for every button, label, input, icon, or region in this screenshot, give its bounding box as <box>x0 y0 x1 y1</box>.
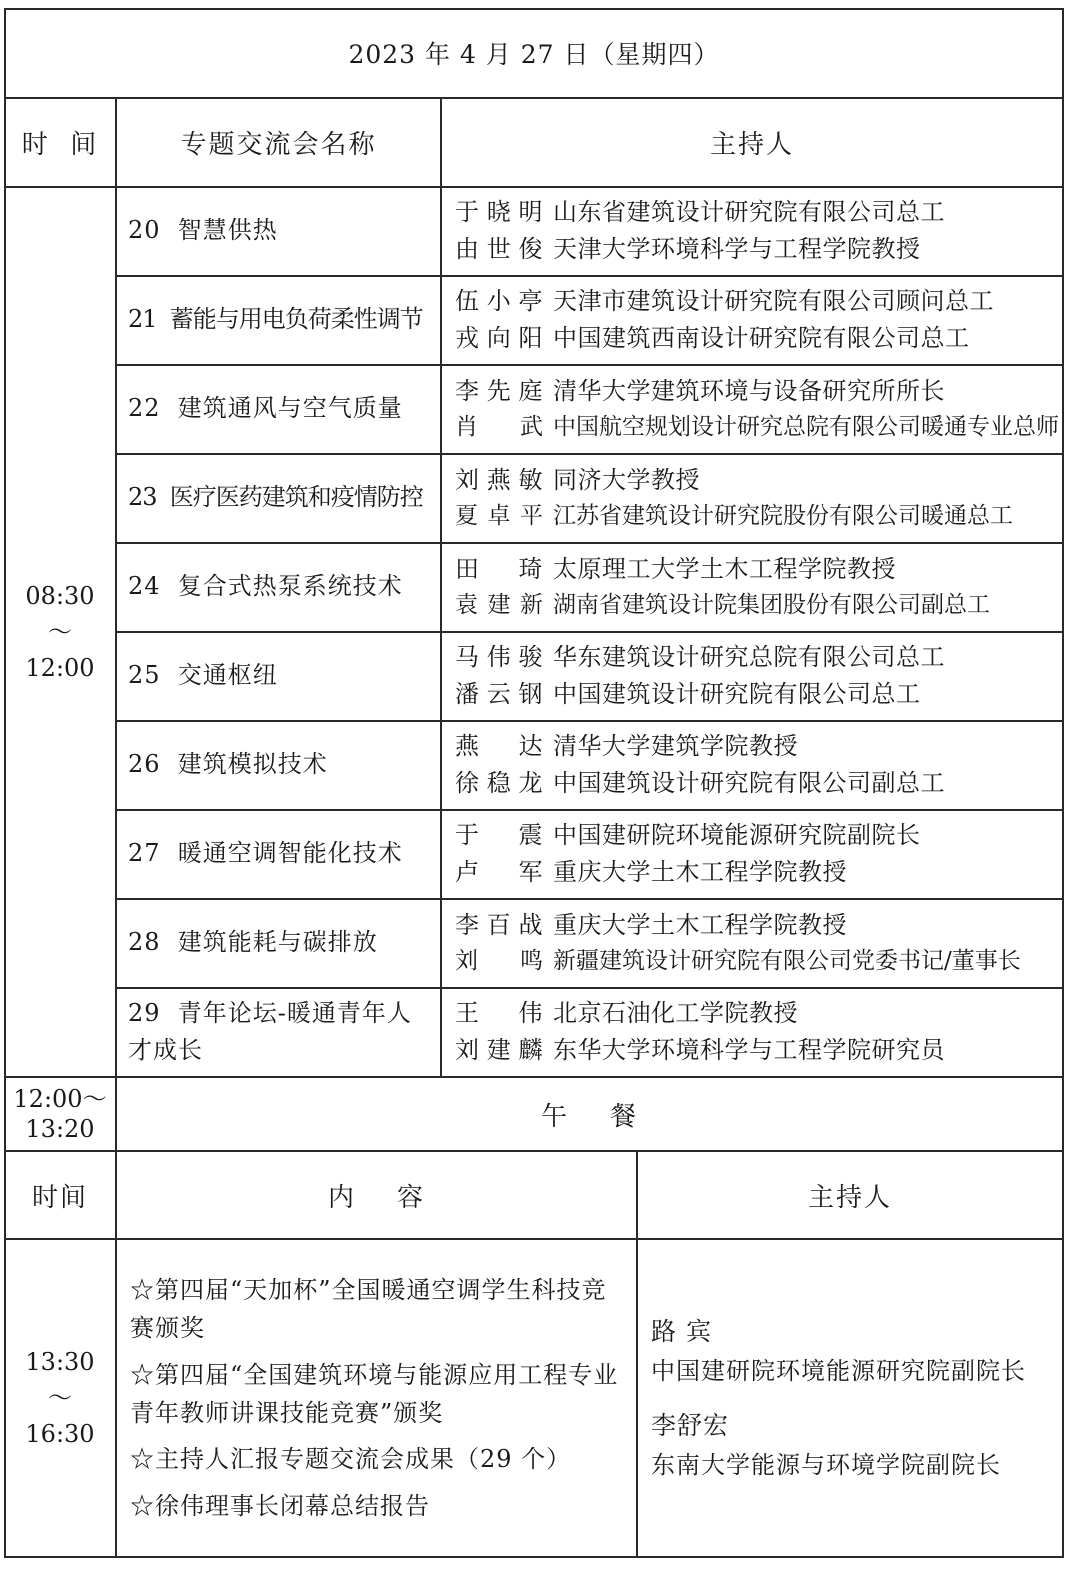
host-row <box>455 410 1059 446</box>
lunch-time-end: 13:20 <box>25 1115 95 1143</box>
pm-header-content: 内 容 <box>327 1182 426 1213</box>
host-row <box>455 817 921 854</box>
host-name: 于晓明 <box>455 197 543 226</box>
session-topic: 21 蓄能与用电负荷柔性调节 <box>128 305 423 334</box>
host-row <box>455 194 945 231</box>
host-row <box>455 728 798 765</box>
host-organization: 江苏省建筑设计研究院股份有限公司暖通总工 <box>553 502 1013 529</box>
schedule-table <box>4 8 1064 1558</box>
chair-organization: 东南大学能源与环境学院副院长 <box>651 1451 1001 1479</box>
lunch-time-cell <box>4 1077 116 1151</box>
host-organization: 太原理工大学土木工程学院教授 <box>553 554 896 583</box>
host-row <box>455 1032 945 1069</box>
host-name: 刘燕敏 <box>455 465 543 494</box>
host-row <box>455 283 994 320</box>
host-organization: 中国航空规划设计研究总院有限公司暖通专业总师 <box>553 413 1059 440</box>
host-row <box>455 231 921 268</box>
lunch-time-start: 12:00～ <box>13 1085 107 1113</box>
host-name: 袁建新 <box>455 591 543 618</box>
header-topic: 专题交流会名称 <box>180 130 377 160</box>
chair-name: 李舒宏 <box>651 1411 730 1440</box>
host-row <box>455 373 945 410</box>
session-hosts <box>441 543 1063 631</box>
host-name: 李百战 <box>455 910 543 939</box>
chair-name: 路宾 <box>651 1316 722 1346</box>
host-name: 戎向阳 <box>455 324 543 352</box>
host-row <box>455 551 896 588</box>
pm-time-start: 13:30 <box>25 1348 95 1376</box>
agenda-item: ☆主持人汇报专题交流会成果（29 个） <box>130 1445 572 1474</box>
session-topic: 24 复合式热泵系统技术 <box>128 572 403 601</box>
header-host: 主持人 <box>709 130 794 160</box>
host-organization: 新疆建筑设计研究院有限公司党委书记/董事长 <box>553 947 1021 974</box>
session-hosts <box>441 632 1063 720</box>
pm-time-sep: ～ <box>48 1384 72 1412</box>
host-name: 马伟骏 <box>455 642 543 671</box>
host-row <box>455 944 1021 980</box>
session-hosts <box>441 810 1063 898</box>
host-row <box>455 499 1013 535</box>
session-topic: 25 交通枢纽 <box>128 661 278 690</box>
host-name: 刘 鸣 <box>455 947 543 974</box>
morning-time-cell <box>4 187 116 1077</box>
host-organization: 中国建研院环境能源研究院副院长 <box>553 820 921 849</box>
agenda-item: ☆第四届“全国建筑环境与能源应用工程专业青年教师讲课技能竞赛”颁奖 <box>130 1360 619 1427</box>
host-organization: 清华大学建筑环境与设备研究所所长 <box>553 376 945 405</box>
host-name: 潘云钢 <box>455 680 543 708</box>
session-topic: 28 建筑能耗与碳排放 <box>128 928 378 957</box>
session-topic: 23 医疗医药建筑和疫情防控 <box>128 483 423 512</box>
session-topic: 29 青年论坛-暖通青年人才成长 <box>128 998 412 1064</box>
host-name: 由世俊 <box>455 235 543 263</box>
host-row <box>455 588 990 624</box>
host-name: 燕 达 <box>455 731 543 760</box>
session-topic: 20 智慧供热 <box>128 216 278 245</box>
host-row <box>455 639 945 676</box>
session-hosts <box>441 899 1063 987</box>
host-name: 夏卓平 <box>455 502 543 529</box>
host-name: 刘建麟 <box>455 1036 543 1064</box>
host-row <box>455 676 921 713</box>
morning-time-start: 08:30 <box>25 582 95 610</box>
session-hosts <box>441 365 1063 453</box>
host-row <box>455 320 970 357</box>
host-name: 卢 军 <box>455 858 543 886</box>
session-topic: 27 暖通空调智能化技术 <box>128 839 403 868</box>
afternoon-chairs <box>637 1239 1063 1557</box>
session-topic: 26 建筑模拟技术 <box>128 750 328 779</box>
host-name: 徐稳龙 <box>455 769 543 797</box>
host-organization: 湖南省建筑设计院集团股份有限公司副总工 <box>553 591 990 618</box>
pm-header-time: 时间 <box>31 1182 88 1213</box>
host-organization: 同济大学教授 <box>553 465 700 494</box>
host-organization: 清华大学建筑学院教授 <box>553 731 798 760</box>
session-hosts <box>441 276 1063 364</box>
chair-organization: 中国建研院环境能源研究院副院长 <box>651 1356 1026 1385</box>
afternoon-time-cell <box>4 1239 116 1557</box>
host-row <box>455 462 700 499</box>
morning-time-end: 12:00 <box>25 654 95 682</box>
host-organization: 中国建筑设计研究院有限公司副总工 <box>553 769 945 797</box>
host-organization: 中国建筑西南设计研究院有限公司总工 <box>553 324 970 352</box>
host-organization: 华东建筑设计研究总院有限公司总工 <box>553 642 945 671</box>
host-organization: 中国建筑设计研究院有限公司总工 <box>553 680 921 708</box>
host-organization: 山东省建筑设计研究院有限公司总工 <box>553 197 945 226</box>
host-organization: 重庆大学土木工程学院教授 <box>553 858 847 886</box>
host-name: 王 伟 <box>455 998 543 1027</box>
host-organization: 东华大学环境科学与工程学院研究员 <box>553 1036 945 1064</box>
host-organization: 北京石油化工学院教授 <box>553 998 798 1027</box>
host-row <box>455 907 847 944</box>
session-topic: 22 建筑通风与空气质量 <box>128 394 403 423</box>
host-organization: 天津大学环境科学与工程学院教授 <box>553 235 921 263</box>
host-row <box>455 854 847 891</box>
host-name: 于 震 <box>455 820 543 849</box>
pm-header-host: 主持人 <box>807 1182 892 1213</box>
session-hosts <box>441 454 1063 542</box>
header-time: 时 间 <box>21 130 99 160</box>
session-hosts <box>441 187 1063 275</box>
host-row <box>455 765 945 802</box>
date-title: 2023 年 4 月 27 日（星期四） <box>348 40 720 69</box>
host-name: 李先庭 <box>455 376 543 405</box>
morning-time-sep: ～ <box>48 618 72 646</box>
host-name: 田 琦 <box>455 554 543 583</box>
host-organization: 重庆大学土木工程学院教授 <box>553 910 847 939</box>
agenda-item: ☆第四届“天加杯”全国暖通空调学生科技竞赛颁奖 <box>130 1275 607 1343</box>
afternoon-agenda <box>116 1239 637 1557</box>
host-name: 肖 武 <box>455 413 543 440</box>
lunch-label: 午 餐 <box>540 1101 639 1132</box>
session-hosts <box>441 721 1063 809</box>
host-row <box>455 995 798 1032</box>
agenda-item: ☆徐伟理事长闭幕总结报告 <box>130 1491 430 1520</box>
host-name: 伍小亭 <box>455 286 543 315</box>
host-organization: 天津市建筑设计研究院有限公司顾问总工 <box>553 286 994 315</box>
session-hosts <box>441 988 1063 1076</box>
pm-time-end: 16:30 <box>25 1420 95 1448</box>
